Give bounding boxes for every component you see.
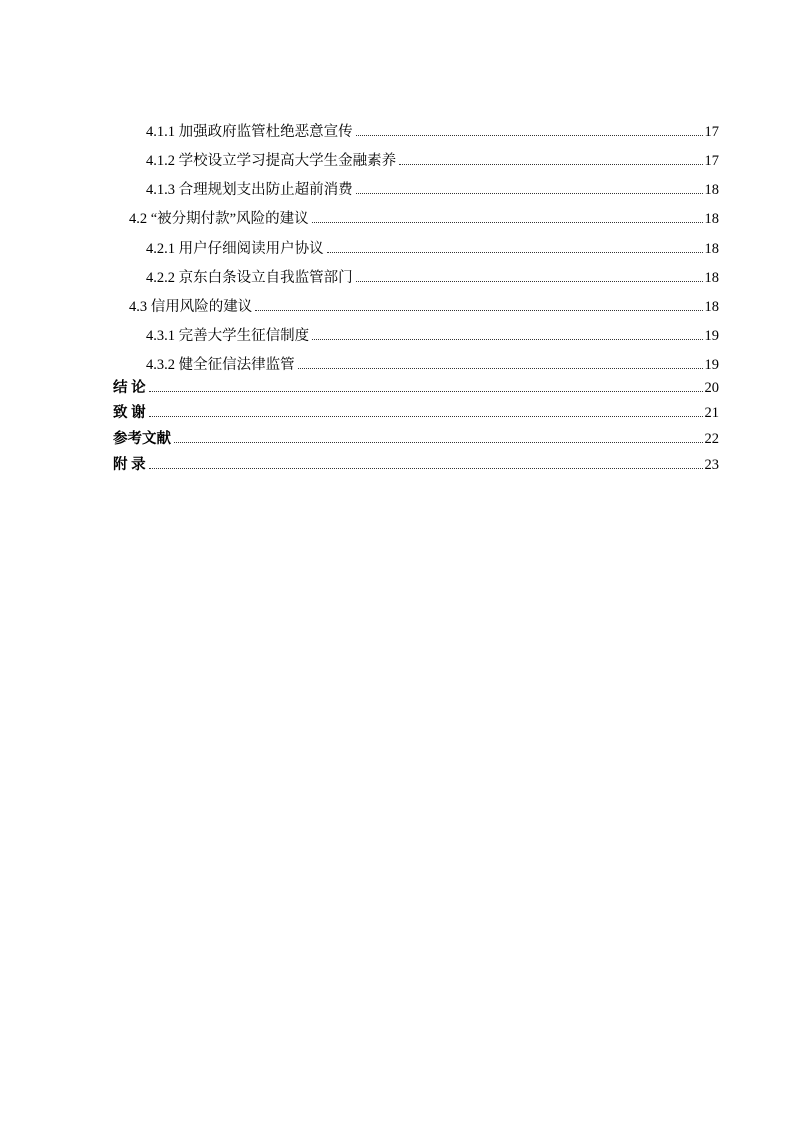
- toc-entry-page: 18: [704, 211, 719, 227]
- toc-dot-leader: [327, 251, 703, 253]
- toc-entry-page: 21: [704, 405, 719, 421]
- toc-entry[interactable]: [146, 269, 719, 287]
- toc-entry-page: 18: [704, 241, 719, 257]
- toc-entry-page: 17: [704, 124, 719, 140]
- toc-entry[interactable]: [146, 123, 719, 141]
- toc-entry-page: 17: [704, 153, 719, 169]
- toc-entry[interactable]: [113, 430, 719, 448]
- toc-entry[interactable]: [146, 327, 719, 345]
- toc-entry-title: 参考文献: [113, 431, 171, 447]
- toc-dot-leader: [255, 309, 702, 311]
- toc-entry[interactable]: [129, 210, 719, 228]
- toc-entry-title: 4.2.1 用户仔细阅读用户协议: [146, 241, 324, 257]
- toc-entry[interactable]: [129, 298, 719, 316]
- toc-entry[interactable]: [113, 379, 719, 397]
- toc-dot-leader: [149, 467, 703, 469]
- toc-entry-page: 18: [704, 270, 719, 286]
- toc-entry-title: 附 录: [113, 457, 146, 473]
- toc-entry-page: 19: [704, 357, 719, 373]
- toc-dot-leader: [312, 221, 703, 223]
- toc-entry-page: 18: [704, 182, 719, 198]
- toc-entry-title: 4.1.3 合理规划支出防止超前消费: [146, 182, 353, 198]
- toc-entry-title: 4.3.1 完善大学生征信制度: [146, 328, 310, 344]
- toc-dot-leader: [174, 441, 703, 443]
- toc-entry-page: 18: [704, 299, 719, 315]
- toc-dot-leader: [312, 338, 702, 340]
- toc-entry-page: 19: [704, 328, 719, 344]
- toc-dot-leader: [149, 390, 703, 392]
- toc-entry-title: 致 谢: [113, 405, 146, 421]
- toc-entry[interactable]: [113, 404, 719, 422]
- toc-entry[interactable]: [146, 356, 719, 374]
- toc-dot-leader: [298, 367, 703, 369]
- toc-entry-title: 4.2 “被分期付款”风险的建议: [129, 211, 309, 227]
- toc-entry-title: 4.3 信用风险的建议: [129, 299, 253, 315]
- toc-entry-title: 4.1.1 加强政府监管杜绝恶意宣传: [146, 124, 353, 140]
- toc-entry-page: 23: [704, 457, 719, 473]
- toc-entry[interactable]: [146, 181, 719, 199]
- toc-entry[interactable]: [146, 240, 719, 258]
- toc-entry-title: 4.1.2 学校设立学习提高大学生金融素养: [146, 153, 397, 169]
- toc-entry[interactable]: [113, 456, 719, 474]
- toc-entry-page: 20: [704, 380, 719, 396]
- toc-dot-leader: [356, 192, 703, 194]
- toc-dot-leader: [149, 415, 703, 417]
- toc-entry-title: 结 论: [113, 380, 146, 396]
- toc-entry-title: 4.2.2 京东白条设立自我监管部门: [146, 270, 353, 286]
- toc-dot-leader: [356, 280, 703, 282]
- toc-entry[interactable]: [146, 152, 719, 170]
- toc-dot-leader: [356, 134, 703, 136]
- toc-entry-title: 4.3.2 健全征信法律监管: [146, 357, 295, 373]
- toc-entry-page: 22: [704, 431, 719, 447]
- toc-dot-leader: [399, 163, 702, 165]
